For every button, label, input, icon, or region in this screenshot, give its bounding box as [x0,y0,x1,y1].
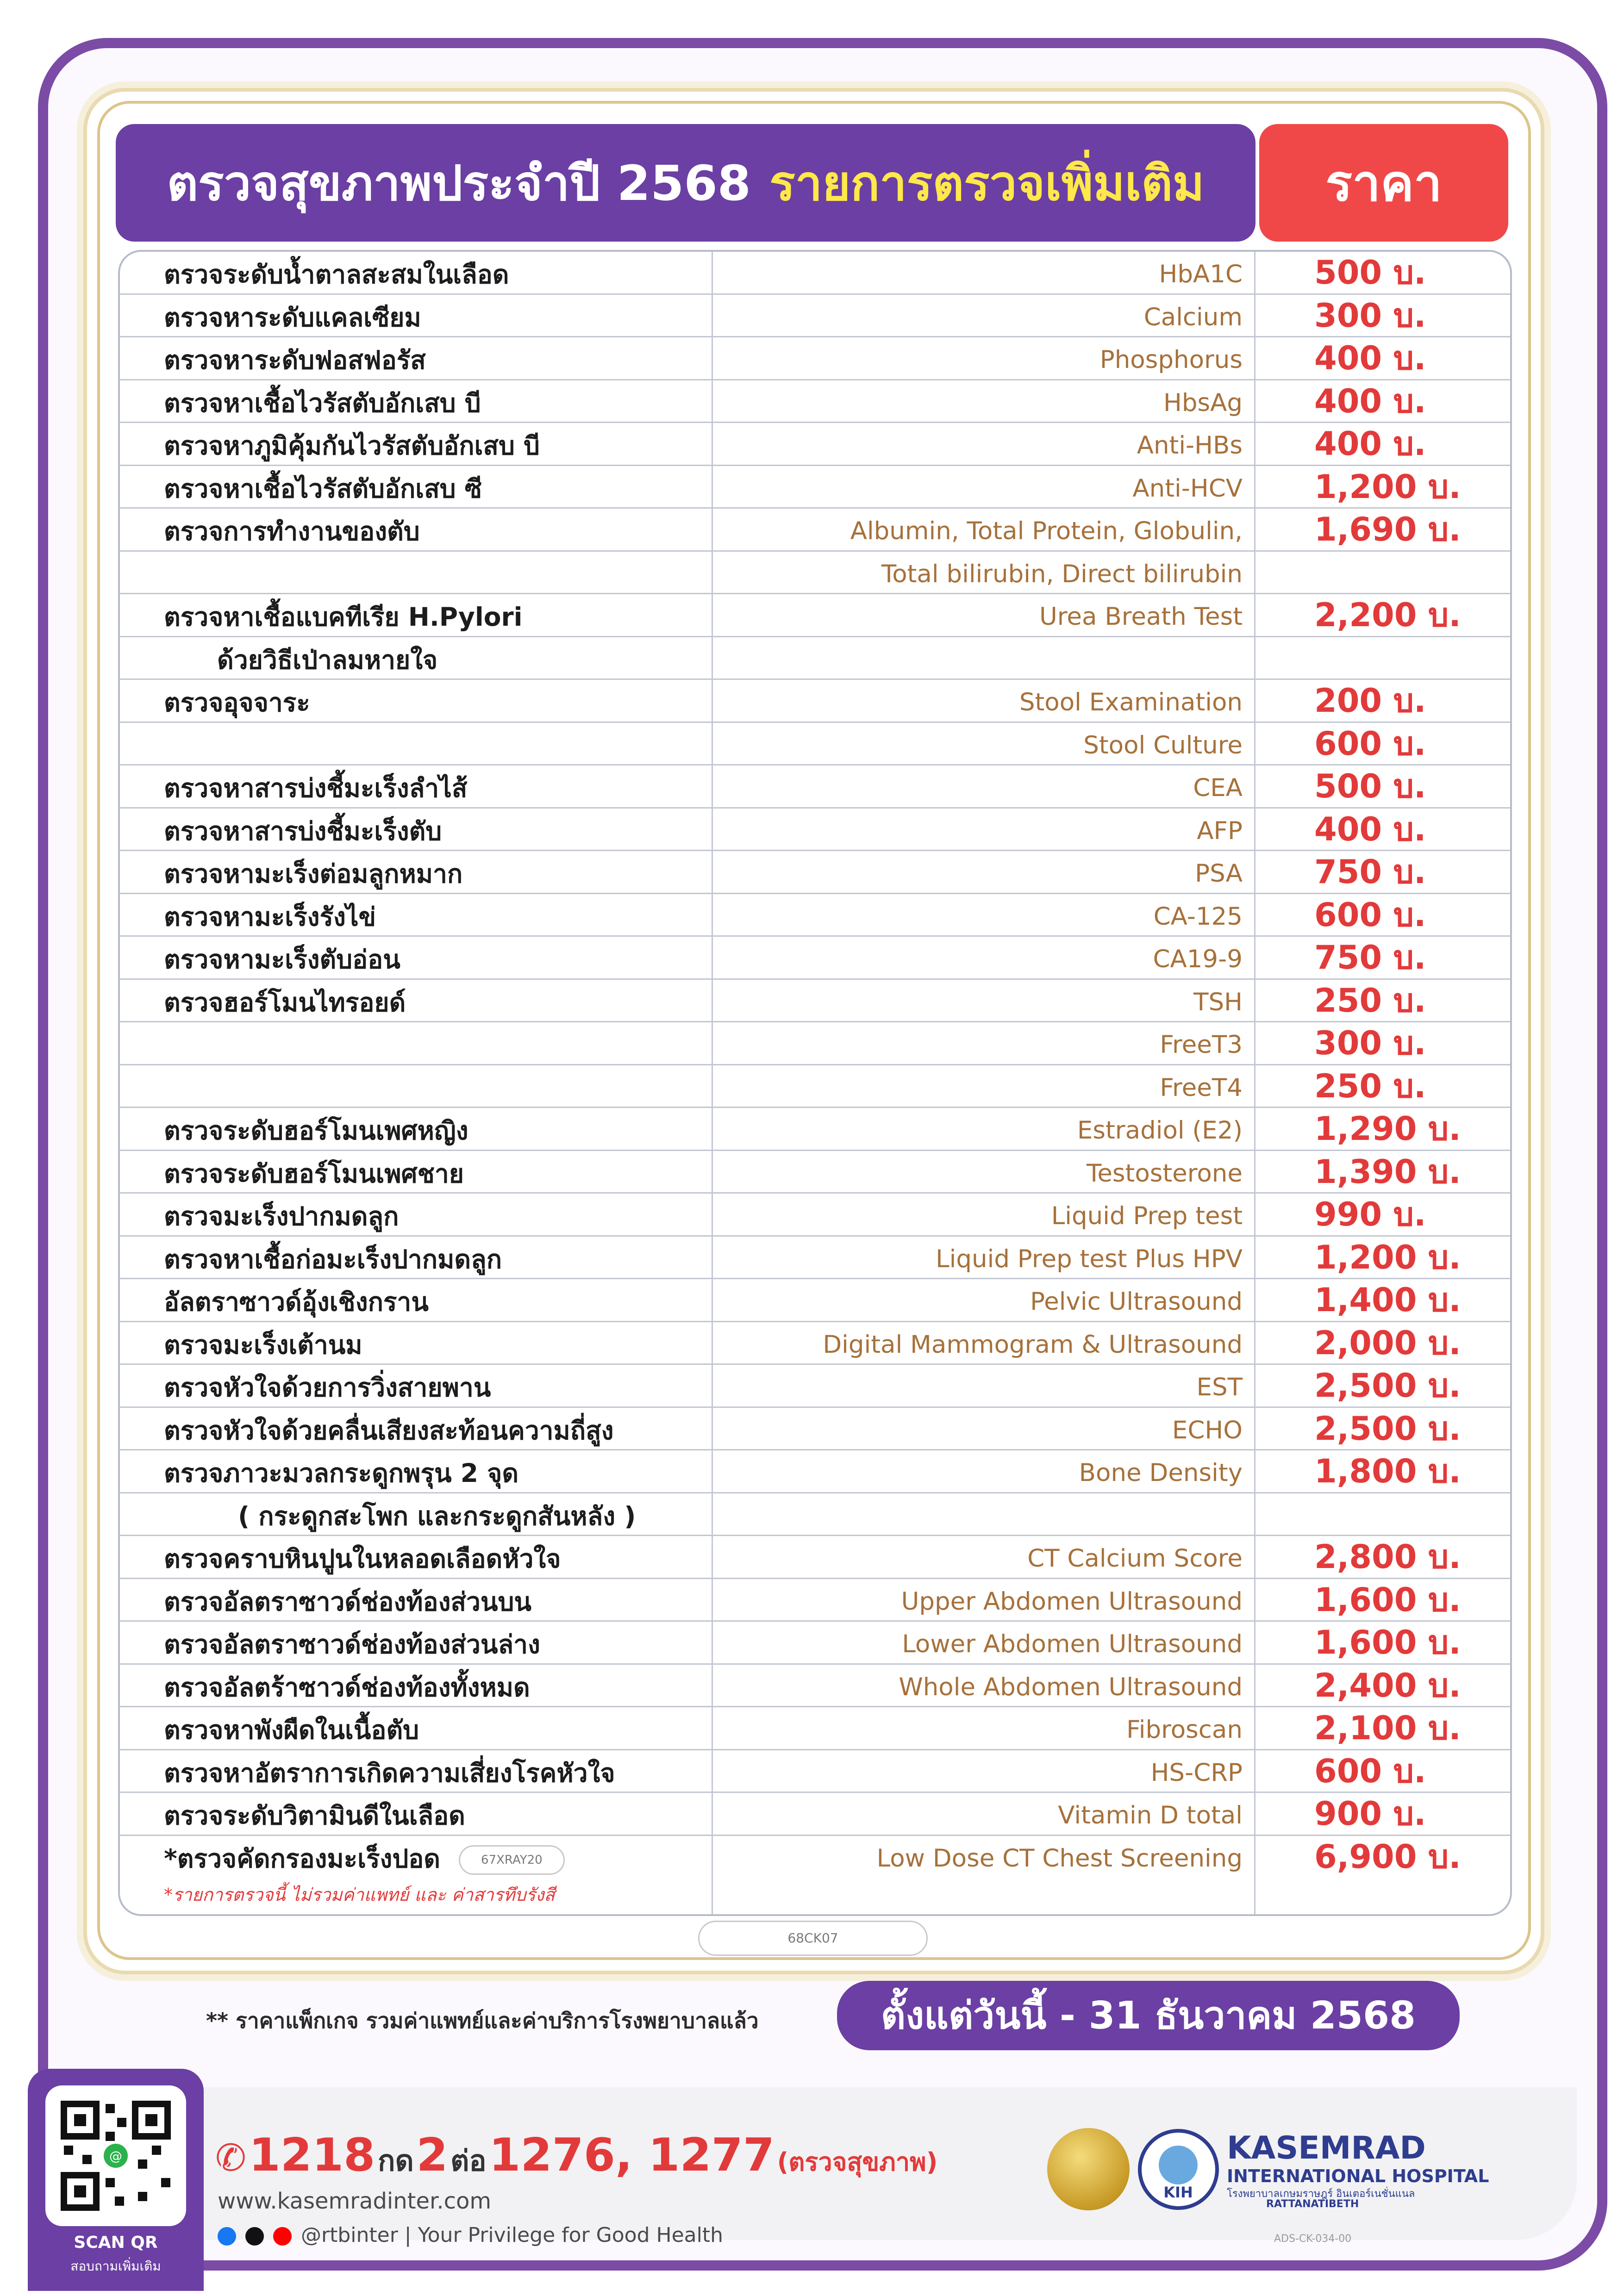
table-row [120,723,1510,766]
test-name-english: FreeT3 [1160,1031,1243,1059]
test-name-english: FreeT4 [1160,1073,1243,1102]
test-price: 2,800 บ. [1314,1538,1461,1576]
test-name-english: Anti-HCV [1132,474,1243,503]
test-name-thai-text: ตรวจคราบหินปูนในหลอดเลือดหัวใจ [164,1544,561,1574]
test-name-thai-text: ตรวจหามะเร็งต่อมลูกหมาก [164,859,463,889]
table-row [120,894,1510,937]
hospital-logo-icon [1138,2129,1219,2210]
table-row [120,1322,1510,1365]
test-price: 400 บ. [1314,425,1426,463]
test-price: 400 บ. [1314,339,1426,377]
qr-label: SCAN QR [74,2233,158,2252]
test-name-english: Estradiol (E2) [1077,1116,1243,1145]
test-name-english: Vitamin D total [1058,1801,1243,1829]
table-row [120,252,1510,295]
facebook-icon[interactable] [218,2227,236,2246]
test-name-thai [164,1836,565,1879]
table-row [120,1493,1510,1537]
test-name-thai [164,1665,530,1707]
test-name-thai-text: ตรวจมะเร็งปากมดลูก [164,1201,399,1231]
tiktok-icon[interactable] [245,2227,264,2246]
test-name-thai-text: ตรวจระดับฮอร์โมนเพศหญิง [164,1116,468,1145]
test-name-thai [164,1194,399,1236]
test-name-english: Anti-HBs [1137,431,1243,460]
test-price: 2,200 บ. [1314,596,1461,634]
test-name-thai [164,1365,491,1407]
test-name-thai-text: ตรวจอัลตราซาวด์ช่องท้องส่วนล่าง [164,1630,540,1659]
test-name-english: Pelvic Ultrasound [1030,1288,1243,1316]
phone-extension[interactable]: 1276, 1277 [489,2129,775,2182]
test-name-thai-text: อัลตราซาวด์อุ้งเชิงกราน [164,1287,429,1317]
test-name-thai [164,937,400,979]
test-name-thai [164,337,426,380]
test-price: 750 บ. [1314,939,1426,977]
table-row [120,1022,1510,1065]
test-name-thai [164,1108,468,1151]
package-note: ** ราคาแพ็กเกจ รวมค่าแพทย์และค่าบริการโรงพยาบาลแล้ว [206,2008,759,2033]
test-price: 1,600 บ. [1314,1580,1461,1619]
test-price: 900 บ. [1314,1795,1426,1833]
test-name-thai [164,809,442,851]
accreditation-seal-icon [1047,2128,1130,2210]
test-name-english: Calcium [1143,303,1243,331]
test-price: 1,290 บ. [1314,1110,1461,1148]
test-price: 500 บ. [1314,254,1426,292]
table-row [120,980,1510,1023]
test-price: 250 บ. [1314,981,1426,1020]
table-row [120,509,1510,552]
table-row [120,552,1510,595]
test-name-english: Bone Density [1079,1459,1243,1487]
test-price: 1,400 บ. [1314,1281,1461,1319]
package-code: 68CK07 [698,1921,928,1956]
test-price: 1,200 บ. [1314,1238,1461,1276]
test-name-english: Testosterone [1086,1159,1243,1188]
tagline: | Your Privilege for Good Health [404,2223,723,2247]
test-name-thai-text: ตรวจหาเชื้อก่อมะเร็งปากมดลูก [164,1244,502,1274]
test-name-thai-text: ตรวจหาเชื้อไวรัสตับอักเสบ บี [164,388,481,418]
test-name-english: Upper Abdomen Ultrasound [901,1587,1243,1616]
table-row [120,937,1510,980]
table-row [120,423,1510,466]
test-price: 300 บ. [1314,296,1426,335]
youtube-icon[interactable] [273,2227,292,2246]
table-row [120,1279,1510,1322]
test-name-english: Total bilirubin, Direct bilirubin [881,560,1243,588]
test-price [1314,637,1490,680]
test-name-thai [164,1237,502,1279]
test-price: 400 บ. [1314,382,1426,420]
test-name-english: Urea Breath Test [1039,603,1243,631]
test-price: 750 บ. [1314,853,1426,891]
phone-line[interactable] [215,2129,937,2184]
test-price: 200 บ. [1314,682,1426,720]
test-name-thai-text: ตรวจระดับวิตามินดีในเลือด [164,1801,465,1830]
test-name-thai [164,1450,518,1493]
brand-location: RATTANATIBETH [1266,2198,1359,2210]
test-price: 1,600 บ. [1314,1624,1461,1661]
test-name-thai [164,509,420,551]
price-table [118,250,1512,1916]
social-handle[interactable]: @rtbinter [301,2223,398,2247]
phone-note: (ตรวจสุขภาพ) [777,2147,938,2177]
test-price: 2,000 บ. [1314,1324,1461,1362]
test-name-thai-text: ตรวจหามะเร็งรังไข่ [164,902,376,932]
table-row [120,295,1510,338]
row-footnote: *รายการตรวจนี้ ไม่รวมค่าแพทย์ และ ค่าสารทึบรังสี [164,1884,555,1905]
table-row [120,1622,1510,1665]
test-name-thai [164,380,481,423]
table-row [120,337,1510,380]
test-name-english: Lower Abdomen Ultrasound [902,1630,1243,1658]
test-name-english: Low Dose CT Chest Screening [876,1844,1243,1873]
test-name-thai [164,1750,615,1793]
test-name-thai-text: ตรวจฮอร์โมนไทรอยด์ [164,987,406,1017]
test-name-thai [164,1579,531,1622]
svg-text:@: @ [109,2148,122,2164]
test-name-thai-text: ตรวจหาเชื้อไวรัสตับอักเสบ ซี [164,473,482,504]
test-name-thai-text: ตรวจหาภูมิคุ้มกันไวรัสตับอักเสบ บี [164,431,540,460]
test-name-english: Stool Examination [1019,688,1243,716]
table-row [120,1065,1510,1108]
table-row [120,1579,1510,1622]
table-row [120,1750,1510,1793]
test-name-thai [164,1622,540,1664]
test-name-english: HS-CRP [1150,1758,1243,1787]
test-price: 2,100 บ. [1314,1709,1461,1747]
test-name-thai-text: ตรวจระดับน้ำตาลสะสมในเลือด [164,260,509,289]
qr-sublabel: สอบถามเพิ่มเติม [70,2259,161,2274]
test-name-thai-text: ตรวจหัวใจด้วยคลื่นเสียงสะท้อนความถี่สูง [164,1415,614,1445]
test-name-thai-text: ตรวจหาอัตราการเกิดความเสี่ยงโรคหัวใจ [164,1758,615,1788]
test-name-thai-text: ตรวจอัลตร้าซาวด์ช่องท้องทั้งหมด [164,1672,530,1702]
test-name-english: Fibroscan [1126,1716,1243,1744]
test-price: 1,390 บ. [1314,1152,1461,1191]
test-price [1314,552,1490,594]
test-price: 300 บ. [1314,1024,1426,1062]
test-name-english: Stool Culture [1083,731,1243,759]
test-name-english: CEA [1193,774,1243,802]
test-name-english: PSA [1195,859,1243,888]
test-price: 600 บ. [1314,896,1426,934]
test-price: 2,400 บ. [1314,1666,1461,1705]
test-name-thai-text: ตรวจหาระดับแคลเซียม [164,302,421,332]
test-name-thai [164,680,310,722]
test-name-thai-text: ตรวจหาสารบ่งชี้มะเร็งลำไส้ [164,773,468,803]
test-price: 990 บ. [1314,1195,1426,1233]
table-row [120,1836,1510,1916]
test-name-thai-text: ตรวจภาวะมวลกระดูกพรุน 2 จุด [164,1458,519,1488]
test-name-english: Liquid Prep test Plus HPV [936,1244,1243,1273]
table-row [120,1408,1510,1451]
test-name-thai-text: ตรวจหาระดับฟอสฟอรัส [164,345,426,375]
table-row [120,1665,1510,1708]
test-price: 500 บ. [1314,767,1426,805]
test-name-thai [164,894,376,937]
test-price: 250 บ. [1314,1067,1426,1105]
test-name-english: HbsAg [1163,388,1243,417]
social-line [218,2223,723,2247]
table-row [120,594,1510,637]
test-name-thai [238,1493,636,1536]
brand-name: KASEMRAD [1227,2130,1426,2166]
test-name-thai [164,1536,561,1579]
test-name-thai-text: ตรวจหาสารบ่งชี้มะเร็งตับ [164,816,442,846]
phone-number[interactable]: 1218 [249,2129,375,2182]
phone-press-word: กด [377,2144,414,2178]
test-price [1314,1493,1490,1536]
page-title: ตรวจสุขภาพประจำปี 2568 [167,155,751,212]
test-name-english: HbA1C [1159,260,1243,288]
test-name-thai [164,851,462,894]
test-name-thai-text: ( กระดูกสะโพก และกระดูกสันหลัง ) [238,1501,636,1531]
table-row [120,380,1510,423]
qr-panel[interactable] [28,2069,204,2291]
ads-code: ADS-CK-034-00 [1274,2233,1352,2245]
test-name-thai-text: ตรวจอัลตราซาวด์ช่องท้องส่วนบน [164,1587,531,1617]
test-name-english: AFP [1197,816,1243,845]
test-name-thai [164,1279,429,1322]
test-name-thai-text: ตรวจหาเชื้อแบคทีเรีย H.Pylori [164,602,523,632]
date-range-badge: ตั้งแต่วันนี้ - 31 ธันวาคม 2568 [837,1981,1460,2050]
phone-ext-word: ต่อ [450,2144,487,2178]
brand-thai: โรงพยาบาลเกษมราษฎร์ อินเตอร์เนชั่นแนล [1227,2188,1415,2200]
table-row [120,680,1510,723]
price-header: ราคา [1259,124,1508,242]
test-name-english: EST [1196,1373,1243,1401]
test-price: 600 บ. [1314,724,1426,763]
test-name-thai-text: ตรวจอุจจาระ [164,688,310,717]
test-name-thai [164,765,467,808]
test-price: 400 บ. [1314,810,1426,848]
test-name-thai-text: *ตรวจคัดกรองมะเร็งปอด [164,1843,441,1873]
title-bar [116,124,1255,242]
test-name-thai-text: ตรวจมะเร็งเต้านม [164,1330,362,1360]
test-price: 1,690 บ. [1314,510,1461,548]
table-row [120,1707,1510,1750]
test-price: 1,800 บ. [1314,1452,1461,1490]
test-name-thai [217,637,437,680]
test-name-thai [164,1322,362,1365]
test-name-thai [164,1151,464,1194]
test-name-english: CA-125 [1153,902,1243,931]
table-row [120,1151,1510,1194]
test-price: 1,200 บ. [1314,467,1461,506]
test-name-thai [164,594,523,637]
table-row [120,466,1510,509]
test-name-english: Whole Abdomen Ultrasound [899,1673,1243,1701]
test-name-thai [164,980,406,1022]
test-name-thai [164,423,540,466]
table-row [120,1450,1510,1493]
page-subtitle: รายการตรวจเพิ่มเติม [769,155,1205,212]
brand-subtitle: INTERNATIONAL HOSPITAL [1227,2166,1489,2186]
test-price: 6,900 บ. [1314,1837,1461,1876]
test-name-english: Digital Mammogram & Ultrasound [823,1330,1243,1359]
test-name-thai [164,252,509,294]
test-price: 2,500 บ. [1314,1367,1461,1405]
test-name-thai-text: ตรวจหัวใจด้วยการวิ่งสายพาน [164,1373,491,1402]
test-price: 2,500 บ. [1314,1409,1461,1448]
test-name-thai [164,1793,465,1836]
table-row [120,1793,1510,1836]
test-name-thai [164,1707,419,1750]
table-row [120,851,1510,894]
test-name-english: ECHO [1172,1416,1243,1444]
test-name-thai-text: ตรวจหาพังผืดในเนื้อตับ [164,1715,419,1745]
test-price: 600 บ. [1314,1752,1426,1790]
test-name-english: CT Calcium Score [1027,1544,1243,1573]
test-name-thai-text: ด้วยวิธีเป่าลมหายใจ [217,645,438,675]
phone-press-number: 2 [416,2129,448,2182]
table-row [120,1365,1510,1408]
test-name-thai [164,1408,614,1450]
test-name-thai-text: ตรวจระดับฮอร์โมนเพศชาย [164,1158,464,1188]
test-name-english: CA19-9 [1153,945,1243,973]
table-row [120,809,1510,852]
test-name-english: Albumin, Total Protein, Globulin, [850,517,1243,545]
test-name-english: Phosphorus [1099,346,1243,374]
table-row [120,1108,1510,1151]
logo-letters: KIH [1163,2184,1193,2201]
table-row [120,1536,1510,1579]
test-name-english: TSH [1193,988,1243,1016]
qr-code-icon[interactable] [45,2085,186,2226]
table-row [120,1194,1510,1237]
promo-code-badge: 67XRAY20 [459,1845,565,1875]
phone-icon: ✆ [215,2136,247,2179]
website-link[interactable]: www.kasemradinter.com [218,2188,492,2214]
table-row [120,1237,1510,1280]
table-row [120,637,1510,680]
test-name-thai-text: ตรวจการทำงานของตับ [164,516,420,546]
test-name-thai [164,466,482,509]
table-row [120,765,1510,809]
test-name-english: Liquid Prep test [1051,1202,1243,1230]
test-name-thai [164,295,421,337]
test-name-thai-text: ตรวจหามะเร็งตับอ่อน [164,945,400,974]
